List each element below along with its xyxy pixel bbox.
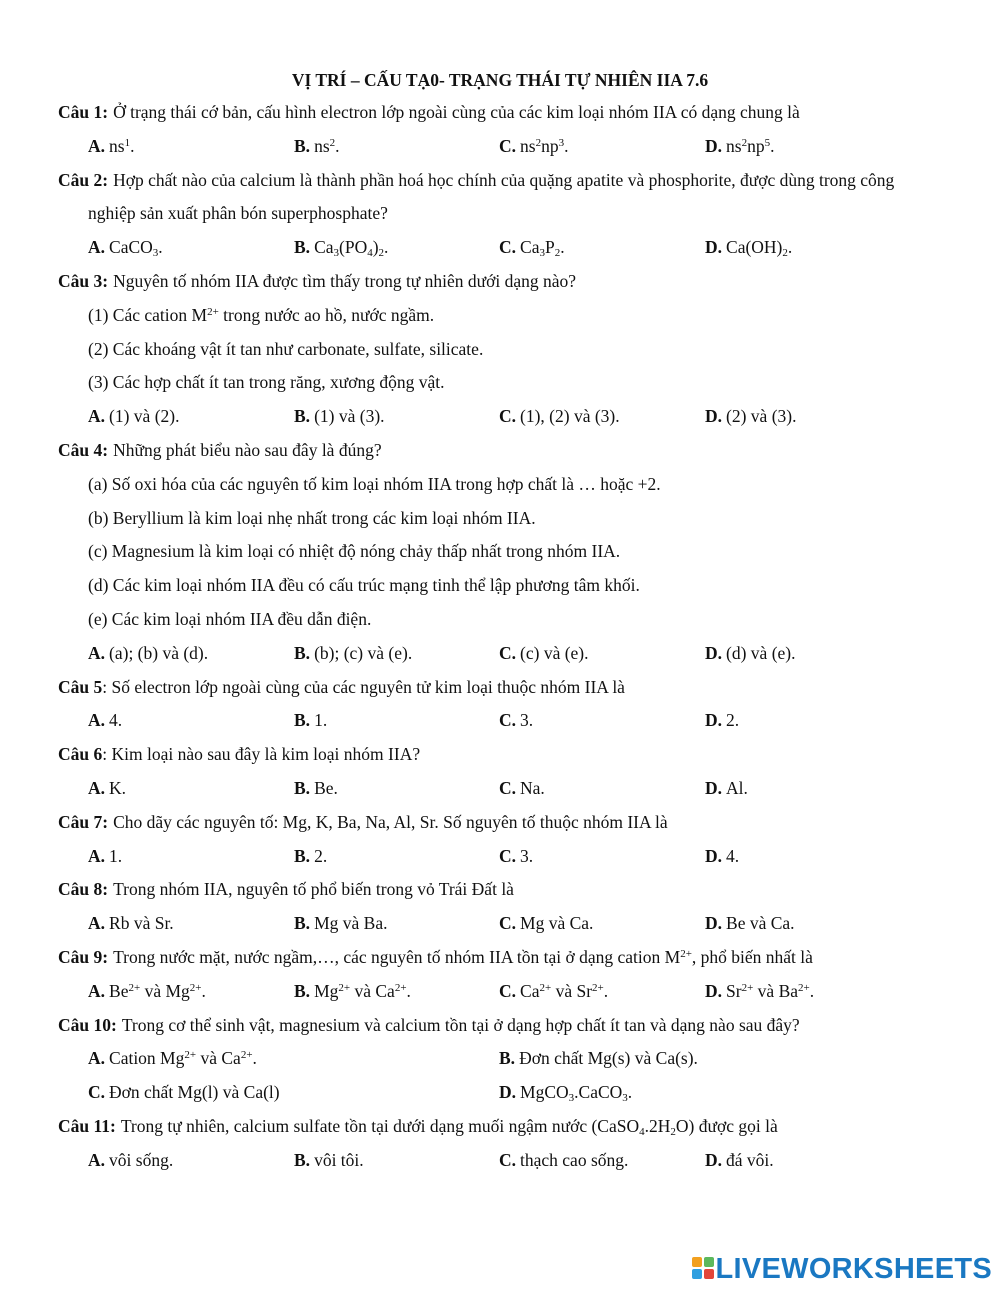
statement-e: (e) Các kim loại nhóm IIA đều dẫn điện.: [88, 608, 372, 629]
statement-1: (1) Các cation $M^{2+}$ trong nước ao hồ, nước ngầm.: [88, 304, 435, 325]
option-b[interactable]: B. 2.: [294, 845, 328, 866]
option-b[interactable]: B. $ns^2$.: [294, 135, 340, 156]
question-text: Trong nước mặt, nước ngầm,…, các nguyên tố nhóm IIA tồn tại ở dạng cation $M^{2+}$, phổ biến nhất là: [113, 946, 813, 967]
answer-options: [58, 1076, 938, 1110]
question-text: Nguyên tố nhóm IIA được tìm thấy trong tự nhiên dưới dạng nào?: [113, 270, 577, 291]
option-d[interactable]: D. Be và Ca.: [705, 913, 795, 934]
option-c[interactable]: C. 3.: [499, 845, 534, 866]
question-number: Câu 10:: [58, 1014, 117, 1035]
option-c[interactable]: C. Mg và Ca.: [499, 913, 594, 934]
answer-options: [58, 907, 938, 941]
statement-b: (b) Beryllium là kim loại nhẹ nhất trong các kim loại nhóm IIA.: [88, 507, 536, 528]
question-number: Câu 3:: [58, 270, 109, 291]
answer-options: [58, 1144, 938, 1178]
option-b[interactable]: B. $Mg^{2+}$ và $Ca^{2+}$.: [294, 980, 411, 1001]
question-6: [58, 738, 938, 772]
option-b[interactable]: B. Đơn chất Mg(s) và Ca(s).: [499, 1048, 698, 1069]
page-title: VỊ TRÍ – CẤU TẠ0- TRẠNG THÁI TỰ NHIÊN IIA 7.6: [291, 70, 709, 90]
question-number: Câu 4:: [58, 439, 109, 460]
option-a[interactable]: A. vôi sống.: [88, 1149, 174, 1170]
question-text: Cho dãy các nguyên tố: Mg, K, Ba, Na, Al, Sr. Số nguyên tố thuộc nhóm IIA là: [113, 811, 668, 832]
option-b[interactable]: B. 1.: [294, 710, 328, 731]
option-b[interactable]: B. vôi tôi.: [294, 1149, 364, 1170]
option-c[interactable]: C. $ns^2np^3$.: [499, 135, 569, 156]
answer-options: [58, 637, 938, 671]
question-number: Câu 8:: [58, 879, 109, 900]
option-c[interactable]: C. (c) và (e).: [499, 642, 589, 663]
question-1: [58, 96, 938, 130]
option-a[interactable]: A. 4.: [88, 710, 123, 731]
statement-c: (c) Magnesium là kim loại có nhiệt độ nóng chảy thấp nhất trong nhóm IIA.: [88, 541, 621, 562]
option-a[interactable]: A. (a); (b) và (d).: [88, 642, 209, 663]
question-2: [58, 164, 938, 232]
statement-2: (2) Các khoáng vật ít tan như carbonate, sulfate, silicate.: [88, 338, 484, 359]
liveworksheets-logo: [692, 1252, 992, 1286]
option-a[interactable]: A. Cation $Mg^{2+}$ và $Ca^{2+}$.: [88, 1048, 257, 1069]
option-c[interactable]: C. 3.: [499, 710, 534, 731]
answer-options: [58, 975, 938, 1009]
option-a[interactable]: A. K.: [88, 777, 127, 798]
question-text: Ở trạng thái cớ bản, cấu hình electron lớp ngoài cùng của các kim loại nhóm IIA có dạng chung là: [113, 102, 800, 122]
answer-options: [58, 231, 938, 265]
question-5: [58, 671, 938, 705]
option-d[interactable]: D. đá vôi.: [705, 1149, 774, 1170]
answer-options: [58, 772, 938, 806]
option-d[interactable]: D. Al.: [705, 777, 748, 798]
option-d[interactable]: D. $Sr^{2+}$ và $Ba^{2+}$.: [705, 980, 815, 1001]
question-text: Hợp chất nào của calcium là thành phần hoá học chính của quặng apatite và phosphorite, được dùng trong công nghiệp sản xuất phân bón superphosphate?: [88, 169, 895, 224]
question-4: [58, 434, 938, 468]
option-a[interactable]: A. $ns^1$.: [88, 135, 135, 156]
answer-options: [58, 130, 938, 164]
worksheet-content: [58, 96, 938, 1178]
option-a[interactable]: A. CaCO$_3$.: [88, 237, 163, 260]
question-number: Câu 2:: [58, 169, 109, 190]
option-a[interactable]: A. (1) và (2).: [88, 406, 180, 427]
option-c[interactable]: C. $Ca^{2+}$ và $Sr^{2+}$.: [499, 980, 609, 1001]
option-d[interactable]: D. $Ca(OH)_2$.: [705, 237, 793, 260]
question-8: [58, 873, 938, 907]
answer-options: [58, 1042, 938, 1076]
statement-3: (3) Các hợp chất ít tan trong răng, xương động vật.: [88, 372, 445, 393]
option-d[interactable]: D. 2.: [705, 710, 740, 731]
statement-a: (a) Số oxi hóa của các nguyên tố kim loại nhóm IIA trong hợp chất là … hoặc +2.: [88, 473, 661, 494]
question-number: Câu 9:: [58, 946, 109, 967]
option-a[interactable]: A. $Be^{2+}$ và $Mg^{2+}$.: [88, 980, 206, 1001]
option-c[interactable]: C. Na.: [499, 777, 545, 798]
option-a[interactable]: A. Rb và Sr.: [88, 913, 174, 934]
logo-text: LIVEWORKSHEETS: [715, 1252, 992, 1285]
question-7: [58, 806, 938, 840]
question-text: Trong cơ thể sinh vật, magnesium và calcium tồn tại ở dạng hợp chất ít tan và dạng nào sau đây?: [121, 1014, 800, 1035]
question-9: [58, 941, 938, 975]
question-number: Câu 6: [58, 744, 103, 765]
question-number: Câu 5: [58, 676, 103, 697]
question-text: Những phát biểu nào sau đây là đúng?: [113, 439, 382, 460]
option-d[interactable]: D. $ns^2np^5$.: [705, 135, 775, 156]
question-number: Câu 7:: [58, 811, 109, 832]
option-c[interactable]: C. (1), (2) và (3).: [499, 406, 620, 427]
answer-options: [58, 840, 938, 874]
option-d[interactable]: D. 4.: [705, 845, 740, 866]
statement-d: (d) Các kim loại nhóm IIA đều có cấu trúc mạng tinh thể lập phương tâm khối.: [88, 575, 640, 596]
question-text: : Số electron lớp ngoài cùng của các nguyên tử kim loại thuộc nhóm IIA là: [102, 676, 625, 697]
logo-icon: [692, 1257, 712, 1281]
option-b[interactable]: B. (1) và (3).: [294, 406, 385, 427]
question-text: : Kim loại nào sau đây là kim loại nhóm IIA?: [102, 744, 421, 765]
option-b[interactable]: B. Mg và Ba.: [294, 913, 388, 934]
option-d[interactable]: D. (2) và (3).: [705, 406, 797, 427]
answer-options: [58, 704, 938, 738]
option-c[interactable]: C. Đơn chất Mg(l) và Ca(l): [88, 1082, 280, 1103]
question-number: Câu 1:: [58, 102, 109, 122]
question-text: Trong nhóm IIA, nguyên tố phổ biến trong vỏ Trái Đất là: [113, 879, 514, 900]
question-number: Câu 11:: [58, 1115, 116, 1136]
question-10: [58, 1009, 938, 1043]
question-text: Trong tự nhiên, calcium sulfate tồn tại dưới dạng muối ngậm nước $(CaSO_4.2H_2O)$ được gọi là: [120, 1115, 778, 1138]
option-d[interactable]: D. MgCO$_3$.CaCO$_3$.: [499, 1082, 633, 1105]
option-d[interactable]: D. (d) và (e).: [705, 642, 796, 663]
option-a[interactable]: A. 1.: [88, 845, 123, 866]
question-3: [58, 265, 938, 299]
answer-options: [58, 400, 938, 434]
option-c[interactable]: C. thạch cao sống.: [499, 1149, 629, 1170]
option-c[interactable]: C. $Ca_3P_2$.: [499, 237, 565, 260]
option-b[interactable]: B. $Ca_3(PO_4)_2$.: [294, 237, 389, 260]
question-11: [58, 1110, 938, 1144]
option-b[interactable]: B. Be.: [294, 777, 338, 798]
option-b[interactable]: B. (b); (c) và (e).: [294, 642, 413, 663]
